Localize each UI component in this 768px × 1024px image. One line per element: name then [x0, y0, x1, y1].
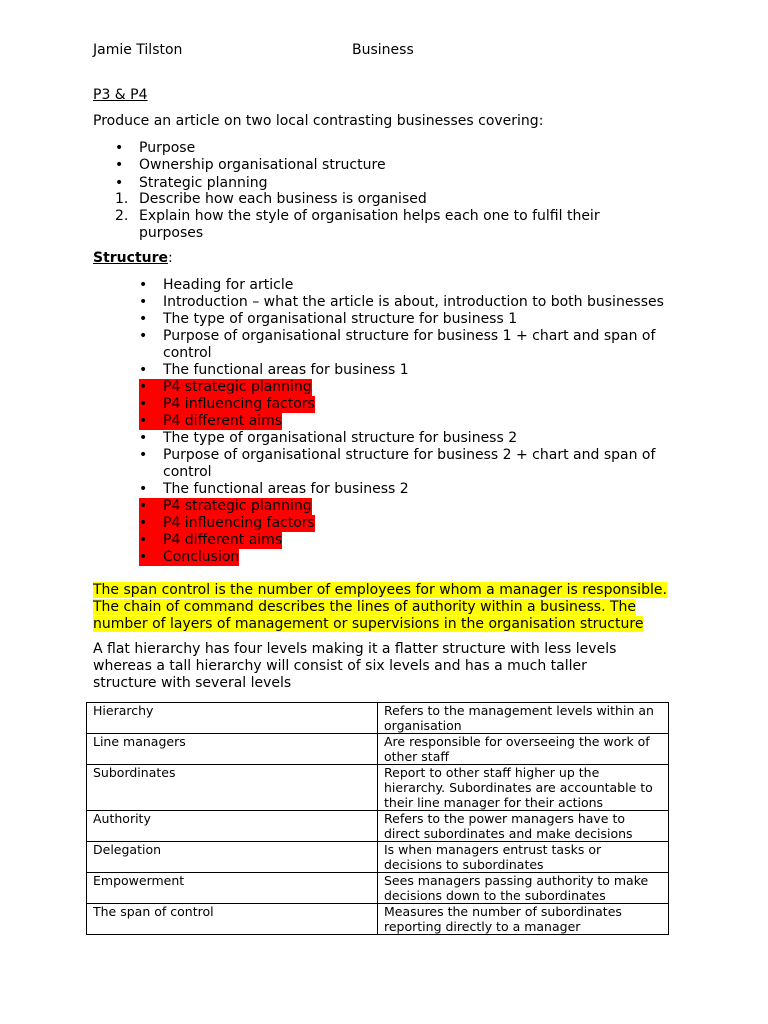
- table-row: [87, 842, 669, 873]
- list-item: 2. Explain how the style of organisation helps each one to fulfil their purposes: [115, 208, 600, 241]
- highlighted-text: The span control is the number of employees for whom a manager is responsible. The chain of command describes the lines of authority within a business. The number of layers of management or supervisions in the organisation structure: [93, 582, 667, 632]
- structure-item: • Heading for article: [139, 277, 294, 293]
- term-cell: The span of control: [87, 904, 378, 935]
- definition-cell: Sees managers passing authority to make decisions down to the subordinates: [378, 873, 669, 904]
- structure-item: • The type of organisational structure for business 1: [139, 311, 518, 327]
- structure-item: • P4 different aims: [139, 413, 283, 429]
- intro-text: Produce an article on two local contrasting businesses covering:: [93, 113, 544, 129]
- span-of-control-paragraph: [93, 582, 693, 633]
- list-item: • Strategic planning: [115, 175, 268, 191]
- structure-item: • P4 influencing factors: [139, 515, 315, 531]
- structure-item: • Purpose of organisational structure for business 1 + chart and span of control: [139, 328, 656, 361]
- term-cell: Hierarchy: [87, 703, 378, 734]
- structure-item: • Purpose of organisational structure for business 2 + chart and span of control: [139, 447, 656, 480]
- structure-item: • P4 strategic planning: [139, 498, 312, 514]
- structure-heading: Structure: [93, 250, 169, 266]
- table-row: [87, 734, 669, 765]
- definitions-table: [86, 702, 669, 935]
- table-row: [87, 765, 669, 811]
- definition-cell: Is when managers entrust tasks or decisions to subordinates: [378, 842, 669, 873]
- definition-cell: Measures the number of subordinates reporting directly to a manager: [378, 904, 669, 935]
- hierarchy-paragraph: A flat hierarchy has four levels making it a flatter structure with less levels whereas a tall hierarchy will consist of six levels and has a much taller structure with several levels: [93, 641, 617, 691]
- structure-item: • Introduction – what the article is about, introduction to both businesses: [139, 294, 664, 310]
- task-bullet-list: [115, 140, 679, 192]
- task-numbered-list: [115, 191, 619, 242]
- term-cell: Subordinates: [87, 765, 378, 811]
- table-row: [87, 904, 669, 935]
- structure-item: • P4 different aims: [139, 532, 283, 548]
- definition-cell: Report to other staff higher up the hierarchy. Subordinates are accountable to their line manager for their actions: [378, 765, 669, 811]
- structure-heading-row: [93, 250, 173, 266]
- table-row: [87, 873, 669, 904]
- list-item: 1. Describe how each business is organised: [115, 191, 427, 207]
- definition-cell: Refers to the management levels within an organisation: [378, 703, 669, 734]
- structure-item: • The functional areas for business 2: [139, 481, 409, 497]
- subject-name: Business: [352, 42, 414, 58]
- term-cell: Line managers: [87, 734, 378, 765]
- table-row: [87, 703, 669, 734]
- structure-heading-colon: :: [168, 250, 173, 266]
- term-cell: Delegation: [87, 842, 378, 873]
- list-item: • Ownership organisational structure: [115, 157, 386, 173]
- table-row: [87, 811, 669, 842]
- structure-item: • P4 influencing factors: [139, 396, 315, 412]
- document-title: P3 & P4: [93, 87, 148, 103]
- term-cell: Empowerment: [87, 873, 378, 904]
- structure-list: [139, 277, 683, 566]
- structure-item: • P4 strategic planning: [139, 379, 312, 395]
- definition-cell: Are responsible for overseeing the work of other staff: [378, 734, 669, 765]
- list-item: • Purpose: [115, 140, 196, 156]
- definition-cell: Refers to the power managers have to direct subordinates and make decisions: [378, 811, 669, 842]
- structure-item: • The functional areas for business 1: [139, 362, 409, 378]
- author-name: Jamie Tilston: [93, 42, 183, 58]
- term-cell: Authority: [87, 811, 378, 842]
- structure-item: • The type of organisational structure for business 2: [139, 430, 518, 446]
- structure-item: • Conclusion: [139, 549, 240, 565]
